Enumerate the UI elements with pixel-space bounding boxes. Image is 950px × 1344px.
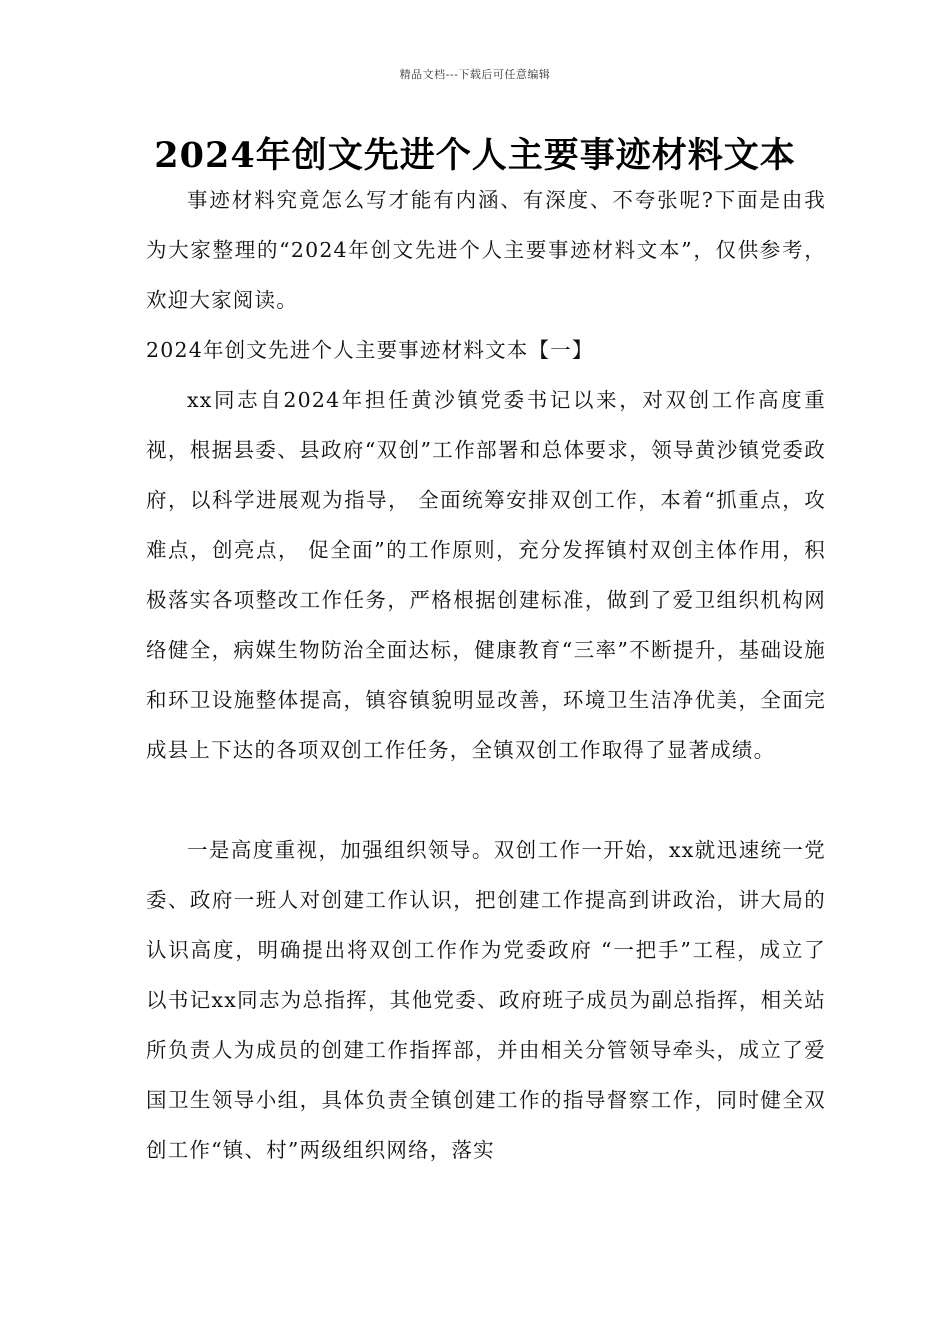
paragraph-2: 一是高度重视，加强组织领导。双创工作一开始，xx就迅速统一党委、政府一班人对创建工作认识，把创建工作提高到讲政治，讲大局的认识高度，明确提出将双创工作作为党委政府 “一把手”工程，成立了以书记xx同志为总指挥，其他党委、政府班子成员为副总指挥，相关站所负责人为成员的创建工作指挥部，并由相关分管领导牵头，成立了爱国卫生领导小组，具体负责全镇创建工作的指导督察工作，同时健全双创工作“镇、村”两级组织网络，落实 (146, 838, 826, 1162)
paragraph-1: xx同志自2024年担任黄沙镇党委书记以来，对双创工作高度重视，根据县委、县政府“双创”工作部署和总体要求，领导黄沙镇党委政府，以科学进展观为指导， 全面统筹安排双创工作，本着“抓重点，攻难点，创亮点， 促全面”的工作原则，充分发挥镇村双创主体作用，积极落实各项整改工作任务，严格根据创建标准，做到了爱卫组织机构网络健全，病媒生物防治全面达标，健康教育“三率”不断提升，基础设施和环卫设施整体提高，镇容镇貌明显改善，环境卫生洁净优美，全面完成县上下达的各项双创工作任务，全镇双创工作取得了显著成绩。 (146, 388, 826, 762)
intro-paragraph: 事迹材料究竟怎么写才能有内涵、有深度、不夸张呢?下面是由我为大家整理的“2024年创文先进个人主要事迹材料文本”，仅供参考，欢迎大家阅读。 (146, 188, 826, 312)
section-heading: 2024年创文先进个人主要事迹材料文本【一】 (146, 338, 594, 362)
paragraph-gap (146, 775, 826, 825)
header-note: 精品文档---下载后可任意编辑 (399, 68, 551, 81)
document-body (146, 175, 826, 1175)
document-title: 2024年创文先进个人主要事迹材料文本 (154, 135, 796, 176)
